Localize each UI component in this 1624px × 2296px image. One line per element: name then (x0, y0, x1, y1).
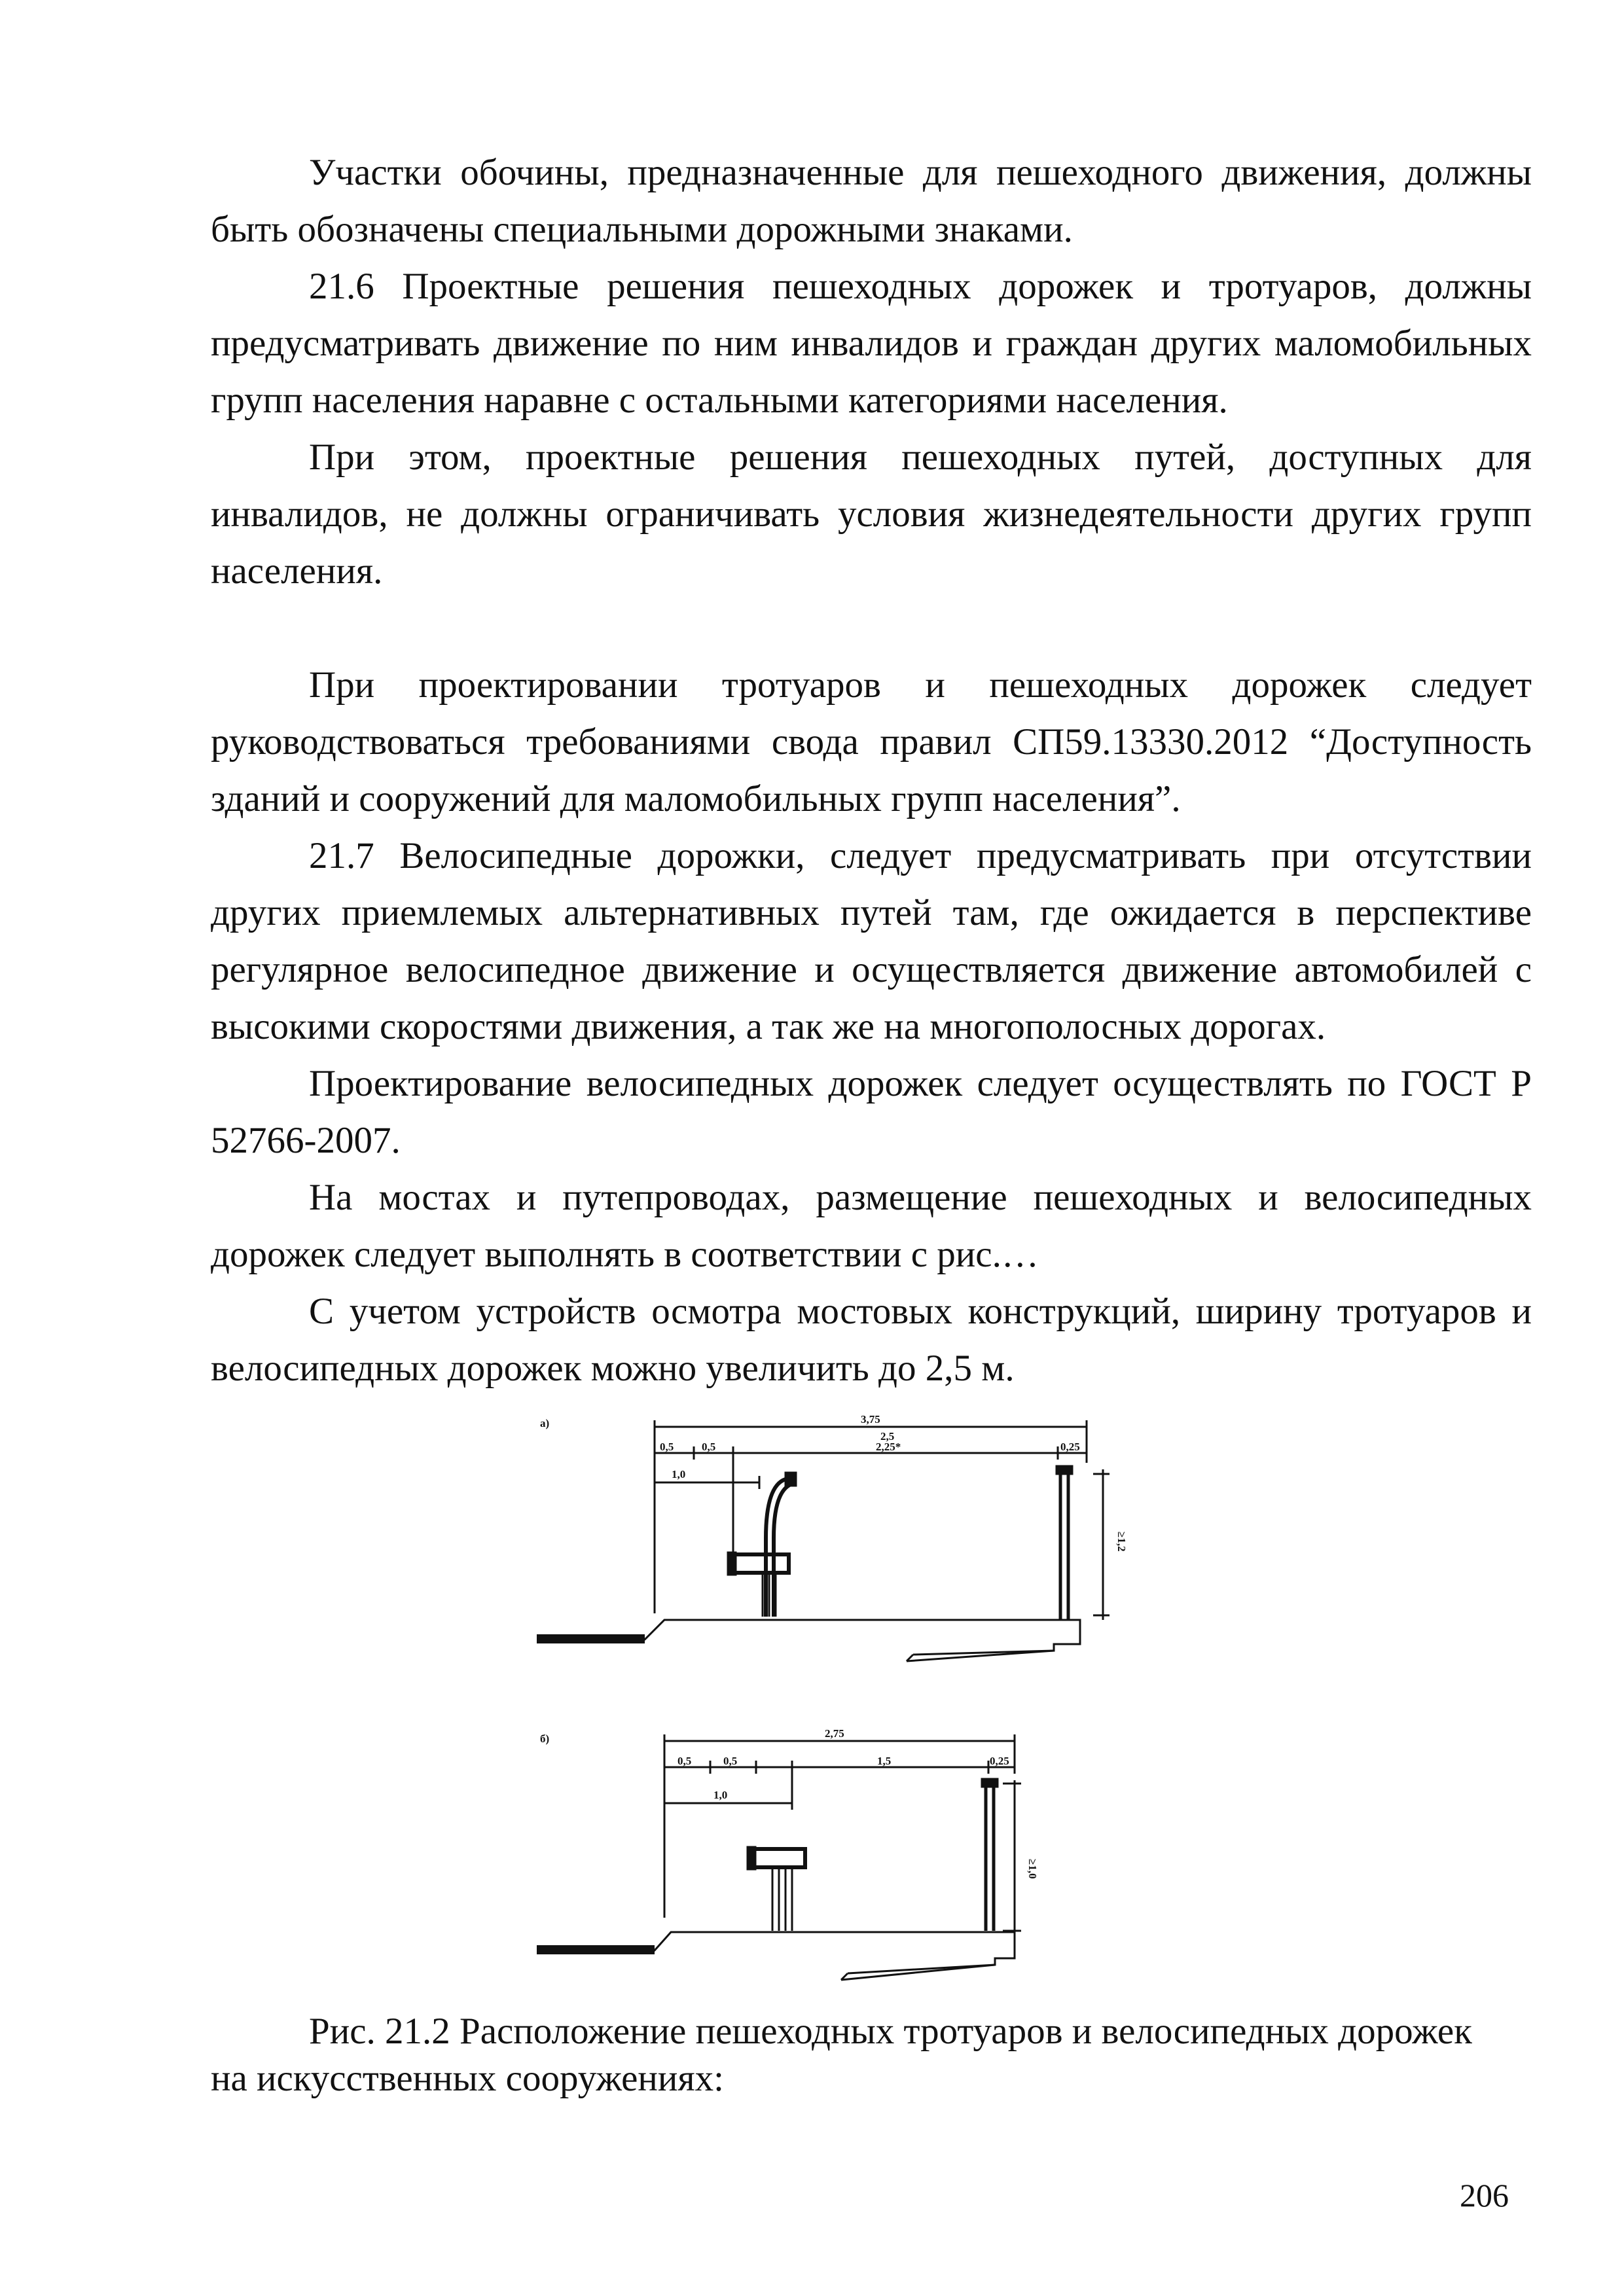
paragraph-shoulder: Участки обочины, предназначенные для пешеходного движения, должны быть обозначены специальными дорожными знаками. (211, 152, 1532, 250)
section-a (537, 1420, 1119, 1661)
paragraph-sp-reference: При проектировании тротуаров и пешеходных дорожек следует руководствоваться требованиями свода правил СП59.13330.2012 “Доступность зданий и сооружений для маломобильных групп населения”. (211, 664, 1532, 819)
section-a-seg2: 0,5 (702, 1441, 716, 1453)
paragraph-21-7: 21.7 Велосипедные дорожки, следует предусматривать при отсутствии других приемлемых альтернативных путей там, где ожидается в перспективе регулярное велосипедное движение и осуществляется движение автомобилей с высокими скоростями движения, а так же на многополосных дорогах. (211, 835, 1532, 1047)
paragraph-width: С учетом устройств осмотра мостовых конструкций, ширину тротуаров и велосипедных дорожек можно увеличить до 2,5 м. (211, 1291, 1532, 1389)
figure-bridge-sections (537, 1407, 1128, 1996)
section-b-seg2: 0,5 (723, 1755, 738, 1767)
paragraph-gost: Проектирование велосипедных дорожек следует осуществлять по ГОСТ Р 52766-2007. (211, 1063, 1532, 1161)
section-a-height: ≥1,2 (1115, 1532, 1128, 1552)
paragraph-21-6: 21.6 Проектные решения пешеходных дорожек и тротуаров, должны предусматривать движение по ним инвалидов и граждан других маломобильных групп населения наравне с остальными категориями населения. (211, 266, 1532, 421)
caption-line-1: Рис. 21.2 Расположение пешеходных тротуаров и велосипедных дорожек (309, 2011, 1472, 2052)
section-b-seg3: 1,5 (877, 1755, 892, 1767)
figure-drawing (537, 1407, 1128, 1996)
section-b-total: 2,75 (825, 1727, 844, 1740)
section-a-seg4: 0,25 (1060, 1441, 1080, 1453)
section-b (537, 1734, 1021, 1980)
section-a-total: 3,75 (861, 1413, 880, 1426)
figure-caption (211, 2008, 1532, 2102)
section-a-seg3-bottom: 2,25* (876, 1441, 901, 1453)
section-a-seg1: 0,5 (660, 1441, 674, 1453)
section-b-seg4: 0,25 (990, 1755, 1009, 1767)
section-b-height: ≥1,0 (1026, 1859, 1039, 1879)
section-a-sub: 1,0 (672, 1468, 686, 1480)
body-text (211, 144, 1532, 1397)
paragraph-design-decisions: При этом, проектные решения пешеходных путей, доступных для инвалидов, не должны ограничивать условия жизнедеятельности других групп населения. (211, 437, 1532, 592)
section-b-label: б) (540, 1732, 550, 1745)
section-a-seg3-top: 2,5 (880, 1430, 895, 1443)
section-b-seg1: 0,5 (677, 1755, 692, 1767)
page-number: 206 (1460, 2177, 1509, 2214)
paragraph-bridges: На мостах и путепроводах, размещение пешеходных и велосипедных дорожек следует выполнять в соответствии с рис.… (211, 1177, 1532, 1275)
section-b-sub: 1,0 (713, 1789, 728, 1801)
section-a-label: а) (540, 1417, 550, 1429)
caption-line-2: на искусственных сооружениях: (211, 2058, 724, 2099)
